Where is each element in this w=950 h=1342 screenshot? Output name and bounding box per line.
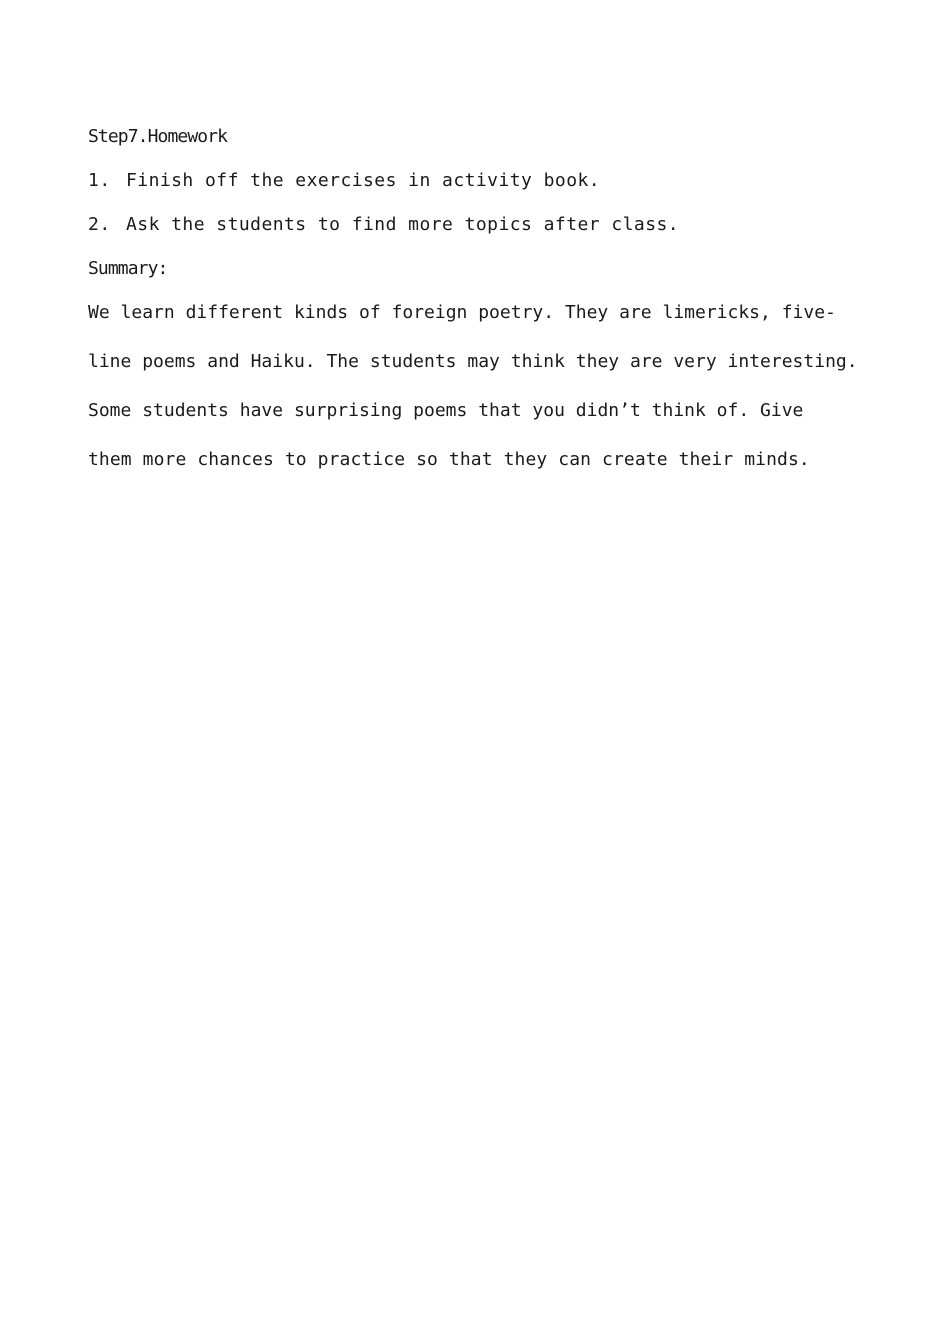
homework-item-1	[88, 168, 862, 212]
summary-line-4: them more chances to practice so that they can create their minds.	[88, 449, 810, 470]
document-body	[88, 124, 862, 496]
list-number: 2.	[88, 214, 111, 235]
list-item-text: Ask the students to find more topics after class.	[126, 214, 680, 235]
summary-line-2: line poems and Haiku. The students may think they are very interesting.	[88, 351, 858, 372]
summary-line-3: Some students have surprising poems that you didn’t think of. Give	[88, 400, 804, 421]
list-item-text: Finish off the exercises in activity book.	[126, 170, 601, 191]
summary-line-1: We learn different kinds of foreign poetry. They are limericks, five-	[88, 302, 836, 323]
homework-item-2	[88, 212, 862, 256]
list-number: 1.	[88, 170, 111, 191]
summary-paragraph	[88, 300, 862, 496]
homework-heading: Step7.Homework	[88, 126, 228, 147]
summary-label: Summary:	[88, 258, 168, 279]
